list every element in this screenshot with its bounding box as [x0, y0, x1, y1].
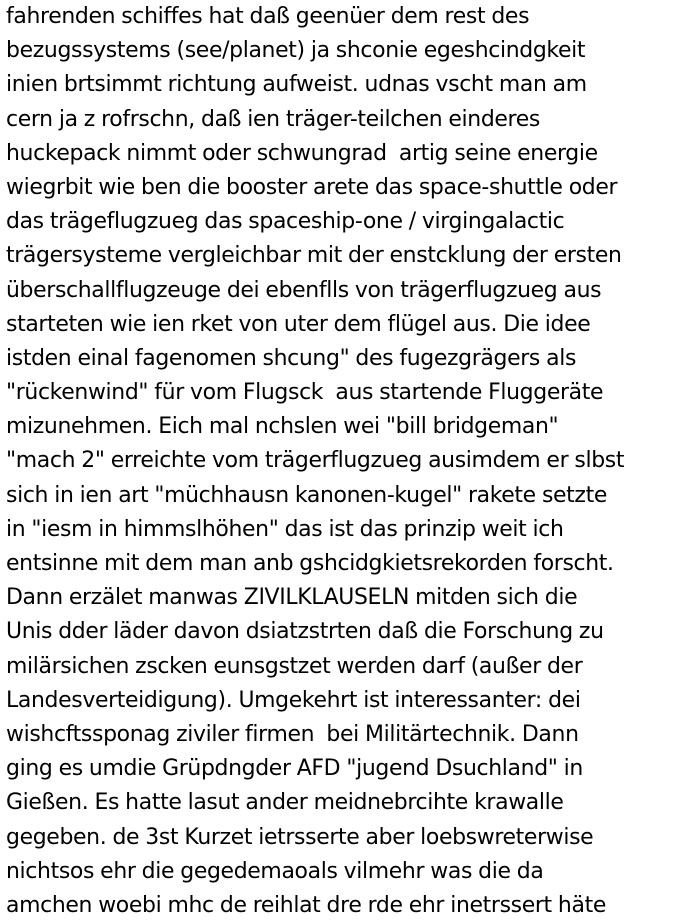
text-line: wiegrbit wie ben die booster arete das space-shuttle oder	[6, 174, 618, 200]
text-line: wishcftssponag ziviler firmen bei Militärtechnik. Dann	[6, 721, 579, 747]
text-line: Unis dder läder davon dsiatzstrten daß die Forschung zu	[6, 619, 604, 645]
text-line: amchen woebi mhc de reihlat dre rde ehr inetrssert häte	[6, 892, 606, 918]
text-line: "rückenwind" für vom Flugsck aus startende Fluggeräte	[6, 380, 604, 406]
text-line: milärsichen zscken eunsgstzet werden darf (außer der	[6, 653, 583, 679]
text-line: nichtsos ehr die gegedemaoals vilmehr was die da	[6, 858, 544, 884]
text-line: bezugssystems (see/planet) ja shconie egeshcindgkeit	[6, 38, 586, 64]
text-line: sich in ien art "müchhausn kanonen-kugel" rakete setzte	[6, 482, 607, 508]
text-line: inien brtsimmt richtung aufweist. udnas vscht man am	[6, 72, 587, 98]
text-line: Landesverteidigung). Umgekehrt ist interessanter: dei	[6, 687, 581, 713]
document-text	[6, 0, 684, 923]
text-line: mizunehmen. Eich mal nchslen wei "bill bridgeman"	[6, 414, 559, 440]
text-line: trägersysteme vergleichbar mit der enstcklung der ersten	[6, 243, 622, 269]
text-line: in "iesm in himmslhöhen" das ist das prinzip weit ich	[6, 516, 564, 542]
text-line: Gießen. Es hatte lasut ander meidnebrcihte krawalle	[6, 790, 564, 816]
text-line: entsinne mit dem man anb gshcidgkietsrekorden forscht.	[6, 551, 614, 576]
text-line: überschallflugzeuge dei ebenflls von trägerflugzueg aus	[6, 277, 602, 303]
text-line: huckepack nimmt oder schwungrad artig seine energie	[6, 140, 598, 166]
text-line: fahrenden schiffes hat daß geenüer dem rest des	[6, 4, 530, 29]
text-line: ging es umdie Grüpdngder AFD "jugend Dsuchland" in	[6, 756, 583, 782]
text-line: starteten wie ien rket von uter dem flügel aus. Die idee	[6, 311, 591, 337]
text-line: gegeben. de 3st Kurzet ietrsserte aber loebswreterwise	[6, 824, 594, 850]
text-line: istden einal fagenomen shcung" des fugezgrägers als	[6, 345, 577, 371]
text-line: das trägeflugzueg das spaceship-one / virgingalactic	[6, 209, 565, 235]
text-line: Dann erzälet manwas ZIVILKLAUSELN mitden sich die	[6, 585, 578, 611]
text-line: cern ja z rofrschn, daß ien träger-teilchen einderes	[6, 106, 540, 132]
text-line: "mach 2" erreichte vom trägerflugzueg ausimdem er slbst	[6, 448, 625, 474]
